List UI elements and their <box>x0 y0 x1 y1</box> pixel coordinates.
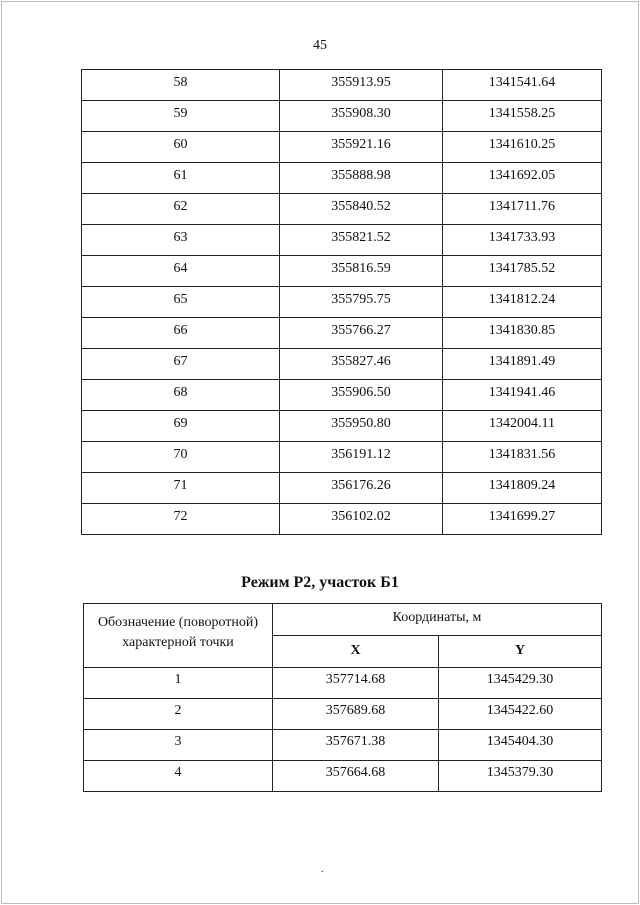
y-coordinate-cell: 1341831.56 <box>443 442 602 473</box>
x-coordinate-cell: 355821.52 <box>280 225 443 256</box>
x-coordinate-cell: 357664.68 <box>273 761 439 792</box>
table-row <box>82 504 602 535</box>
table-row <box>82 132 602 163</box>
coordinates-table-continued <box>81 69 602 535</box>
table-row <box>82 411 602 442</box>
table-row <box>82 318 602 349</box>
y-coordinate-cell: 1341541.64 <box>443 70 602 101</box>
y-coordinate-cell: 1341830.85 <box>443 318 602 349</box>
y-coordinate-cell: 1341809.24 <box>443 473 602 504</box>
header-coordinates: Координаты, м <box>273 604 602 636</box>
table-row <box>82 163 602 194</box>
x-coordinate-cell: 356102.02 <box>280 504 443 535</box>
footer-mark: . <box>321 864 324 875</box>
x-coordinate-cell: 357671.38 <box>273 730 439 761</box>
y-coordinate-cell: 1342004.11 <box>443 411 602 442</box>
x-coordinate-cell: 355816.59 <box>280 256 443 287</box>
point-number-cell: 58 <box>82 70 280 101</box>
x-coordinate-cell: 355795.75 <box>280 287 443 318</box>
point-number-cell: 59 <box>82 101 280 132</box>
point-number-cell: 60 <box>82 132 280 163</box>
point-number-cell: 71 <box>82 473 280 504</box>
point-number-cell: 69 <box>82 411 280 442</box>
x-coordinate-cell: 356191.12 <box>280 442 443 473</box>
y-coordinate-cell: 1341610.25 <box>443 132 602 163</box>
y-coordinate-cell: 1341891.49 <box>443 349 602 380</box>
header-designation-line2: характерной точки <box>122 635 234 650</box>
section-title: Режим Р2, участок Б1 <box>241 574 399 591</box>
header-designation-line1: Обозначение (поворотной) <box>97 615 259 630</box>
x-coordinate-cell: 355913.95 <box>280 70 443 101</box>
table-row <box>82 225 602 256</box>
table-row <box>82 194 602 225</box>
point-number-cell: 68 <box>82 380 280 411</box>
x-coordinate-cell: 355766.27 <box>280 318 443 349</box>
x-coordinate-cell: 355888.98 <box>280 163 443 194</box>
y-coordinate-cell: 1345379.30 <box>439 761 602 792</box>
table-row <box>82 380 602 411</box>
x-coordinate-cell: 355908.30 <box>280 101 443 132</box>
point-number-cell: 72 <box>82 504 280 535</box>
point-number-cell: 70 <box>82 442 280 473</box>
y-coordinate-cell: 1345422.60 <box>439 699 602 730</box>
y-coordinate-cell: 1341699.27 <box>443 504 602 535</box>
table-row <box>82 473 602 504</box>
table-row <box>84 761 602 792</box>
table-row <box>82 442 602 473</box>
table-row <box>84 730 602 761</box>
y-coordinate-cell: 1345404.30 <box>439 730 602 761</box>
x-coordinate-cell: 355827.46 <box>280 349 443 380</box>
point-number-cell: 3 <box>84 730 273 761</box>
point-number-cell: 4 <box>84 761 273 792</box>
page-number: 45 <box>313 38 327 53</box>
point-number-cell: 64 <box>82 256 280 287</box>
table-row <box>84 668 602 699</box>
y-coordinate-cell: 1341941.46 <box>443 380 602 411</box>
table-row <box>82 70 602 101</box>
point-number-cell: 62 <box>82 194 280 225</box>
x-coordinate-cell: 355950.80 <box>280 411 443 442</box>
header-x: X <box>273 636 439 668</box>
table-row <box>84 699 602 730</box>
point-number-cell: 65 <box>82 287 280 318</box>
point-number-cell: 63 <box>82 225 280 256</box>
y-coordinate-cell: 1341785.52 <box>443 256 602 287</box>
y-coordinate-cell: 1341711.76 <box>443 194 602 225</box>
x-coordinate-cell: 355906.50 <box>280 380 443 411</box>
y-coordinate-cell: 1345429.30 <box>439 668 602 699</box>
point-number-cell: 2 <box>84 699 273 730</box>
x-coordinate-cell: 356176.26 <box>280 473 443 504</box>
y-coordinate-cell: 1341812.24 <box>443 287 602 318</box>
y-coordinate-cell: 1341733.93 <box>443 225 602 256</box>
header-row <box>84 604 602 636</box>
table-row <box>82 101 602 132</box>
coordinates-table-p2-b1 <box>83 603 602 792</box>
header-designation <box>84 604 273 668</box>
point-number-cell: 1 <box>84 668 273 699</box>
x-coordinate-cell: 357714.68 <box>273 668 439 699</box>
point-number-cell: 66 <box>82 318 280 349</box>
y-coordinate-cell: 1341558.25 <box>443 101 602 132</box>
point-number-cell: 67 <box>82 349 280 380</box>
x-coordinate-cell: 355921.16 <box>280 132 443 163</box>
header-y: Y <box>439 636 602 668</box>
table-row <box>82 287 602 318</box>
x-coordinate-cell: 355840.52 <box>280 194 443 225</box>
table-row <box>82 256 602 287</box>
point-number-cell: 61 <box>82 163 280 194</box>
table-row <box>82 349 602 380</box>
y-coordinate-cell: 1341692.05 <box>443 163 602 194</box>
x-coordinate-cell: 357689.68 <box>273 699 439 730</box>
